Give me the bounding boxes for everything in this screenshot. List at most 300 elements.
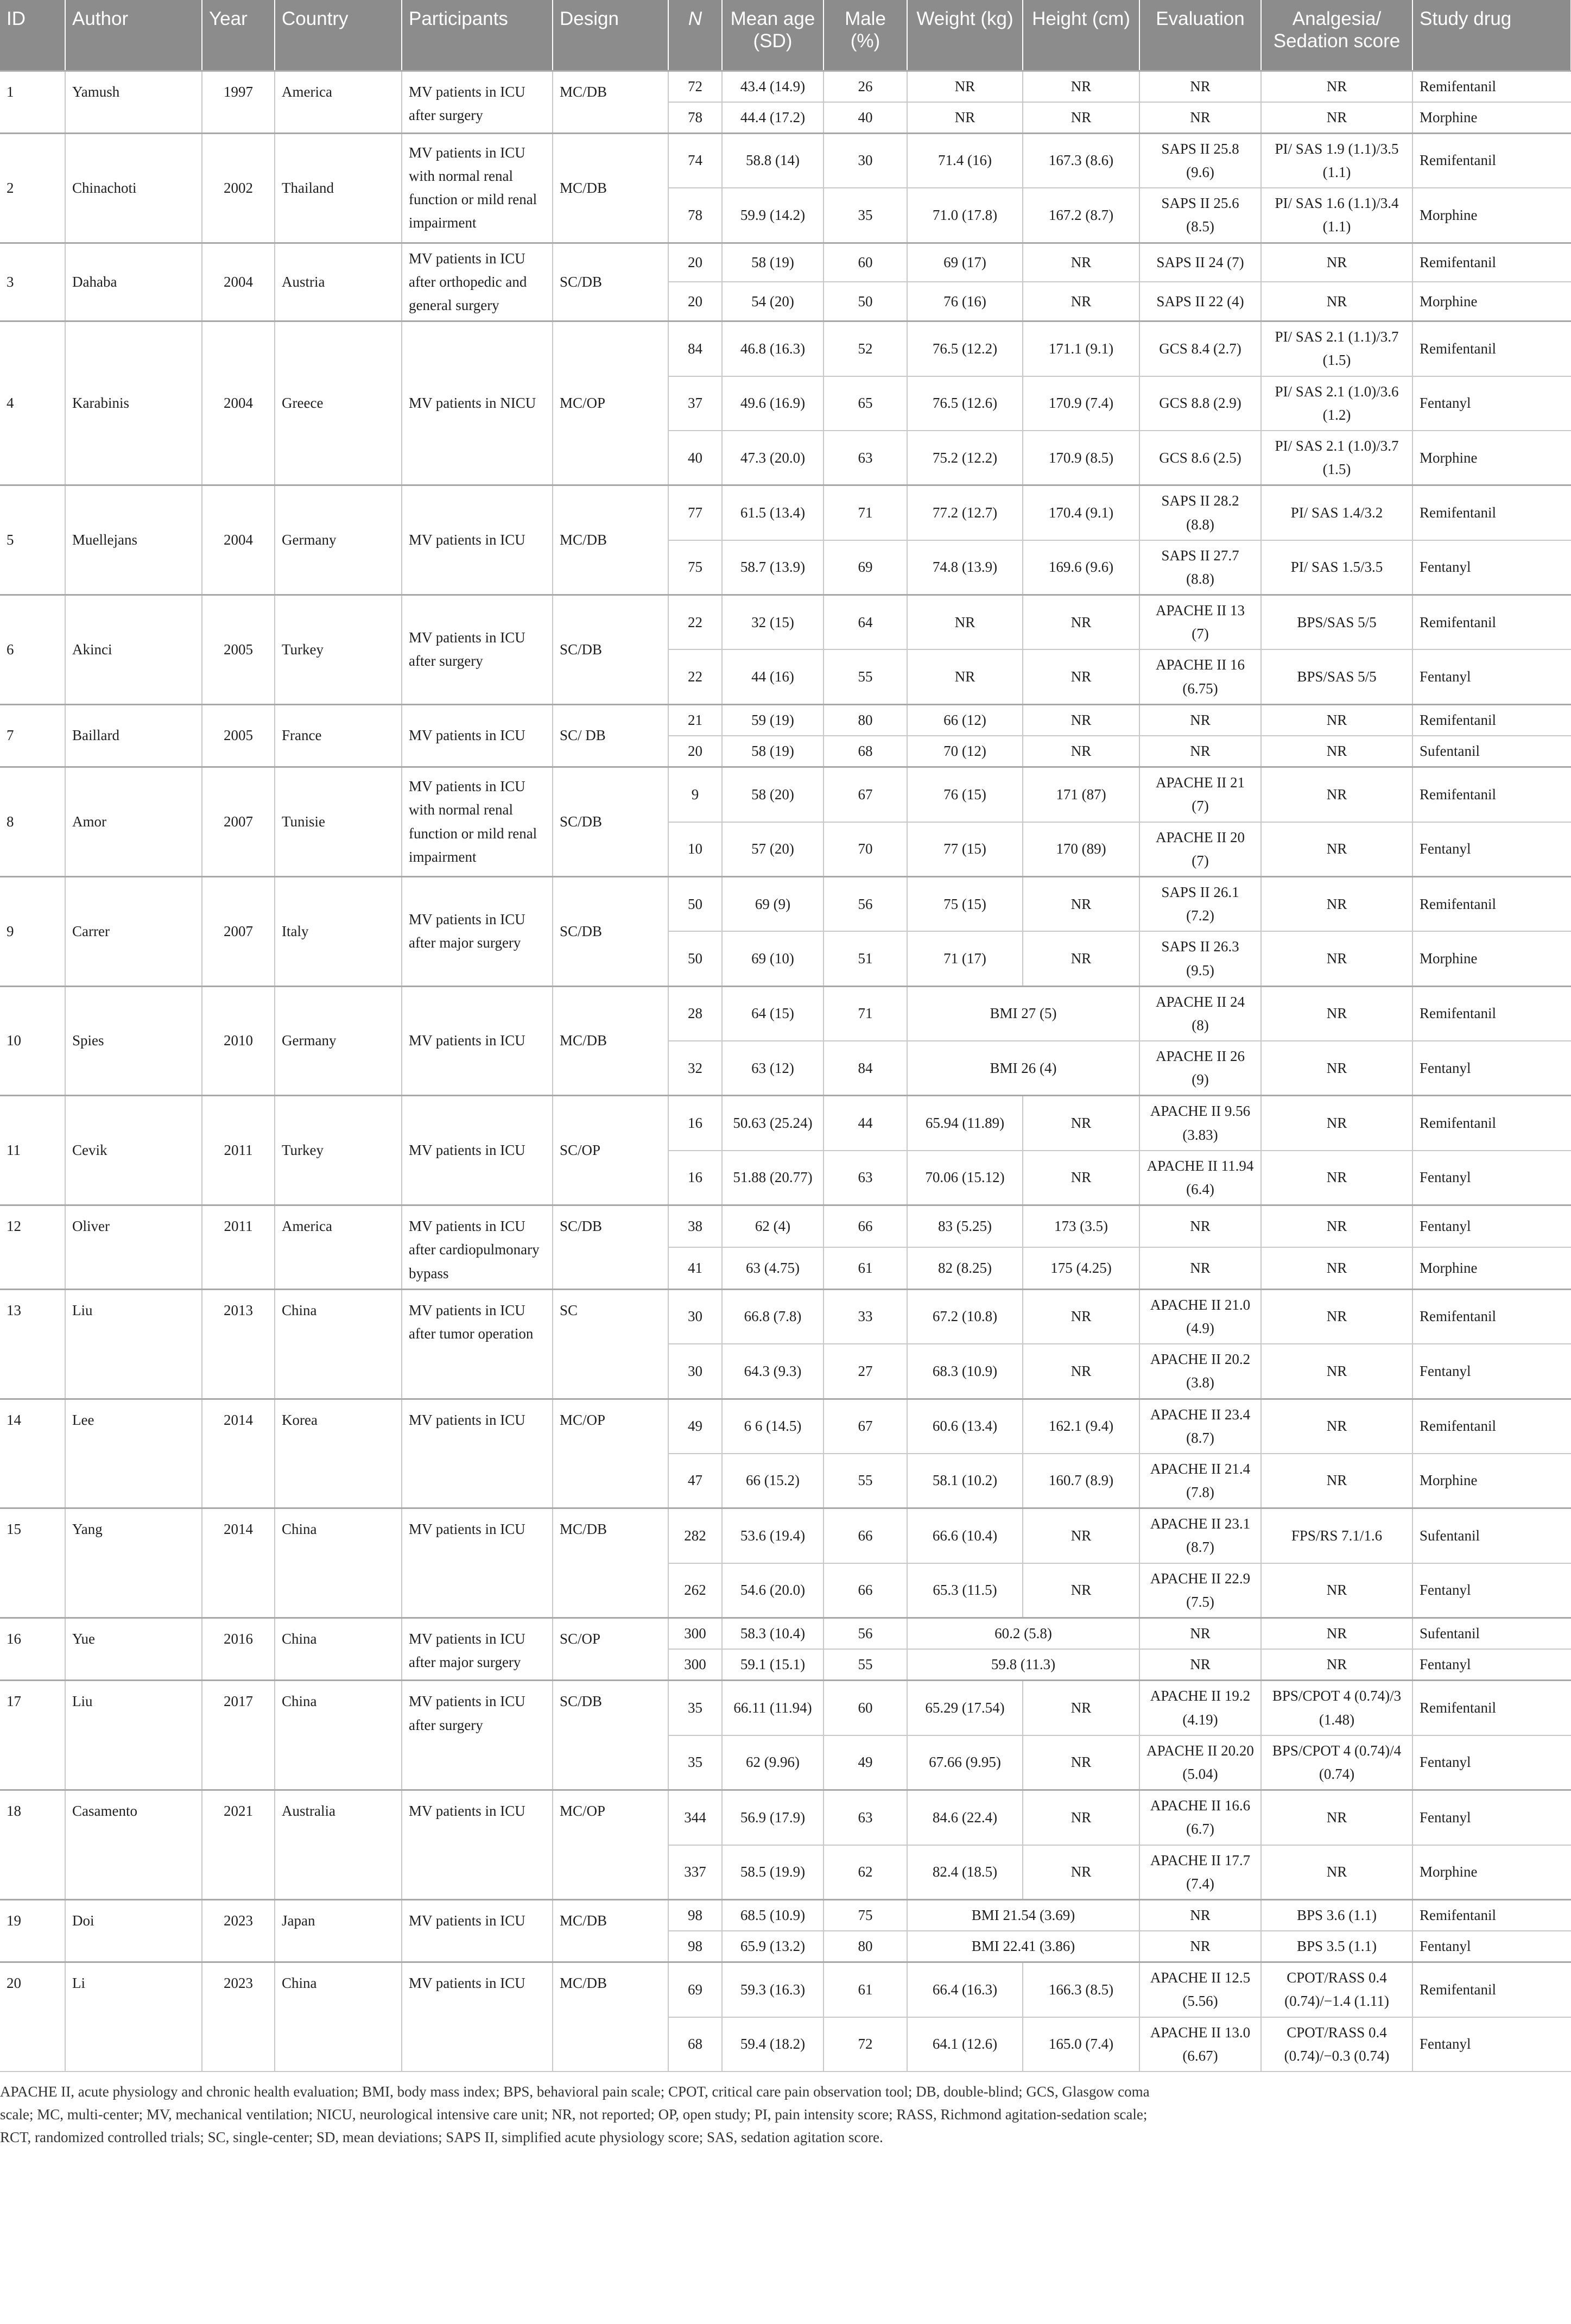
cell-score: NR xyxy=(1261,931,1412,986)
cell-n: 16 xyxy=(668,1096,722,1151)
cell-evaluation: NR xyxy=(1139,1899,1261,1931)
cell-n: 22 xyxy=(668,649,722,704)
cell-evaluation: APACHE II 20.20 (5.04) xyxy=(1139,1735,1261,1790)
cell-male: 30 xyxy=(823,133,907,188)
cell-mean-age: 58.3 (10.4) xyxy=(722,1618,823,1650)
cell-year: 2011 xyxy=(202,1096,275,1205)
cell-weight-height: BMI 26 (4) xyxy=(907,1041,1139,1096)
cell-male: 56 xyxy=(823,1618,907,1650)
cell-country: Thailand xyxy=(275,133,402,243)
cell-male: 66 xyxy=(823,1563,907,1618)
cell-year: 2007 xyxy=(202,767,275,877)
cell-author: Oliver xyxy=(65,1205,202,1290)
cell-country: China xyxy=(275,1962,402,2072)
cell-male: 84 xyxy=(823,1041,907,1096)
cell-n: 50 xyxy=(668,931,722,986)
cell-design: SC/OP xyxy=(553,1096,668,1205)
cell-male: 71 xyxy=(823,485,907,540)
cell-male: 70 xyxy=(823,822,907,877)
cell-height: NR xyxy=(1023,1735,1139,1790)
cell-male: 50 xyxy=(823,282,907,321)
cell-male: 75 xyxy=(823,1899,907,1931)
cell-author: Casamento xyxy=(65,1790,202,1900)
cell-weight: 84.6 (22.4) xyxy=(907,1790,1023,1845)
cell-height: 175 (4.25) xyxy=(1023,1247,1139,1289)
cell-author: Karabinis xyxy=(65,321,202,485)
cell-weight: 74.8 (13.9) xyxy=(907,540,1023,595)
cell-mean-age: 58 (20) xyxy=(722,767,823,822)
cell-male: 27 xyxy=(823,1344,907,1399)
cell-height: NR xyxy=(1023,931,1139,986)
cell-mean-age: 66.8 (7.8) xyxy=(722,1289,823,1344)
cell-weight-height: BMI 21.54 (3.69) xyxy=(907,1899,1139,1931)
cell-study-drug: Remifentanil xyxy=(1412,485,1571,540)
table-row xyxy=(0,1205,1571,1247)
cell-evaluation: GCS 8.4 (2.7) xyxy=(1139,321,1261,376)
cell-weight: 77.2 (12.7) xyxy=(907,485,1023,540)
cell-male: 35 xyxy=(823,188,907,243)
cell-mean-age: 59.3 (16.3) xyxy=(722,1962,823,2017)
cell-mean-age: 64 (15) xyxy=(722,986,823,1041)
cell-male: 67 xyxy=(823,767,907,822)
cell-male: 56 xyxy=(823,876,907,931)
cell-evaluation: NR xyxy=(1139,1247,1261,1289)
cell-participants: MV patients in ICU xyxy=(402,1399,553,1508)
cell-study-drug: Remifentanil xyxy=(1412,1681,1571,1735)
cell-design: SC/OP xyxy=(553,1618,668,1681)
cell-evaluation: SAPS II 28.2 (8.8) xyxy=(1139,485,1261,540)
table-row xyxy=(0,1096,1571,1151)
col-header-score: Analgesia/ Sedation score xyxy=(1261,0,1412,71)
cell-mean-age: 62 (9.96) xyxy=(722,1735,823,1790)
cell-id: 17 xyxy=(0,1681,65,1790)
cell-mean-age: 66.11 (11.94) xyxy=(722,1681,823,1735)
cell-id: 19 xyxy=(0,1899,65,1962)
cell-study-drug: Fentanyl xyxy=(1412,822,1571,877)
cell-study-drug: Fentanyl xyxy=(1412,1041,1571,1096)
cell-height: NR xyxy=(1023,1563,1139,1618)
cell-id: 14 xyxy=(0,1399,65,1508)
cell-weight-height: 59.8 (11.3) xyxy=(907,1649,1139,1681)
cell-score: NR xyxy=(1261,704,1412,736)
cell-weight: 71.4 (16) xyxy=(907,133,1023,188)
cell-author: Amor xyxy=(65,767,202,877)
cell-mean-age: 51.88 (20.77) xyxy=(722,1151,823,1205)
cell-evaluation: APACHE II 19.2 (4.19) xyxy=(1139,1681,1261,1735)
cell-weight: 66.4 (16.3) xyxy=(907,1962,1023,2017)
cell-male: 33 xyxy=(823,1289,907,1344)
table-row xyxy=(0,595,1571,650)
cell-weight: 71 (17) xyxy=(907,931,1023,986)
cell-mean-age: 50.63 (25.24) xyxy=(722,1096,823,1151)
cell-score: BPS 3.6 (1.1) xyxy=(1261,1899,1412,1931)
cell-n: 344 xyxy=(668,1790,722,1845)
cell-study-drug: Sufentanil xyxy=(1412,1508,1571,1563)
cell-n: 77 xyxy=(668,485,722,540)
cell-weight: 76.5 (12.6) xyxy=(907,376,1023,431)
cell-design: SC xyxy=(553,1289,668,1399)
cell-score: CPOT/RASS 0.4 (0.74)/−0.3 (0.74) xyxy=(1261,2017,1412,2072)
cell-height: NR xyxy=(1023,1790,1139,1845)
cell-evaluation: APACHE II 22.9 (7.5) xyxy=(1139,1563,1261,1618)
cell-mean-age: 47.3 (20.0) xyxy=(722,431,823,485)
cell-weight: 68.3 (10.9) xyxy=(907,1344,1023,1399)
cell-id: 13 xyxy=(0,1289,65,1399)
table-row xyxy=(0,243,1571,282)
cell-mean-age: 59.9 (14.2) xyxy=(722,188,823,243)
cell-study-drug: Remifentanil xyxy=(1412,1899,1571,1931)
cell-id: 9 xyxy=(0,876,65,986)
cell-author: Liu xyxy=(65,1289,202,1399)
cell-study-drug: Remifentanil xyxy=(1412,767,1571,822)
table-row xyxy=(0,1618,1571,1650)
cell-study-drug: Fentanyl xyxy=(1412,2017,1571,2072)
cell-score: BPS/SAS 5/5 xyxy=(1261,595,1412,650)
cell-mean-age: 59.1 (15.1) xyxy=(722,1649,823,1681)
table-row xyxy=(0,1899,1571,1931)
cell-study-drug: Remifentanil xyxy=(1412,595,1571,650)
cell-score: NR xyxy=(1261,876,1412,931)
cell-study-drug: Morphine xyxy=(1412,102,1571,134)
cell-weight: 70.06 (15.12) xyxy=(907,1151,1023,1205)
cell-weight: 70 (12) xyxy=(907,736,1023,767)
cell-male: 64 xyxy=(823,595,907,650)
cell-n: 69 xyxy=(668,1962,722,2017)
cell-participants: MV patients in ICU xyxy=(402,1899,553,1962)
cell-n: 41 xyxy=(668,1247,722,1289)
cell-score: NR xyxy=(1261,1344,1412,1399)
cell-mean-age: 44.4 (17.2) xyxy=(722,102,823,134)
cell-evaluation: NR xyxy=(1139,1205,1261,1247)
cell-n: 30 xyxy=(668,1289,722,1344)
cell-country: Korea xyxy=(275,1399,402,1508)
cell-male: 80 xyxy=(823,704,907,736)
cell-n: 74 xyxy=(668,133,722,188)
col-header-participants: Participants xyxy=(402,0,553,71)
cell-n: 21 xyxy=(668,704,722,736)
cell-height: 171.1 (9.1) xyxy=(1023,321,1139,376)
cell-design: MC/OP xyxy=(553,1399,668,1508)
table-row xyxy=(0,986,1571,1041)
cell-author: Muellejans xyxy=(65,485,202,595)
cell-score: NR xyxy=(1261,1454,1412,1508)
cell-participants: MV patients in ICU after cardiopulmonary bypass xyxy=(402,1205,553,1290)
cell-evaluation: SAPS II 22 (4) xyxy=(1139,282,1261,321)
cell-mean-age: 57 (20) xyxy=(722,822,823,877)
cell-male: 63 xyxy=(823,1151,907,1205)
table-row xyxy=(0,1790,1571,1845)
cell-weight: 66.6 (10.4) xyxy=(907,1508,1023,1563)
table-row xyxy=(0,1289,1571,1344)
cell-height: NR xyxy=(1023,1508,1139,1563)
cell-male: 80 xyxy=(823,1931,907,1962)
cell-male: 60 xyxy=(823,1681,907,1735)
cell-mean-age: 54.6 (20.0) xyxy=(722,1563,823,1618)
cell-n: 22 xyxy=(668,595,722,650)
cell-study-drug: Fentanyl xyxy=(1412,376,1571,431)
cell-score: NR xyxy=(1261,1041,1412,1096)
table-row xyxy=(0,133,1571,188)
table-row xyxy=(0,876,1571,931)
cell-height: NR xyxy=(1023,1845,1139,1900)
cell-mean-age: 53.6 (19.4) xyxy=(722,1508,823,1563)
cell-score: NR xyxy=(1261,1247,1412,1289)
cell-score: PI/ SAS 1.5/3.5 xyxy=(1261,540,1412,595)
cell-evaluation: APACHE II 23.4 (8.7) xyxy=(1139,1399,1261,1454)
cell-study-drug: Remifentanil xyxy=(1412,321,1571,376)
cell-country: America xyxy=(275,71,402,133)
cell-weight: 76 (15) xyxy=(907,767,1023,822)
cell-study-drug: Remifentanil xyxy=(1412,986,1571,1041)
cell-author: Li xyxy=(65,1962,202,2072)
cell-id: 3 xyxy=(0,243,65,321)
cell-n: 68 xyxy=(668,2017,722,2072)
cell-weight: 65.94 (11.89) xyxy=(907,1096,1023,1151)
cell-male: 72 xyxy=(823,2017,907,2072)
cell-author: Yue xyxy=(65,1618,202,1681)
cell-male: 60 xyxy=(823,243,907,282)
cell-year: 2004 xyxy=(202,485,275,595)
cell-score: PI/ SAS 1.9 (1.1)/3.5 (1.1) xyxy=(1261,133,1412,188)
cell-design: MC/OP xyxy=(553,321,668,485)
cell-n: 32 xyxy=(668,1041,722,1096)
cell-evaluation: APACHE II 9.56 (3.83) xyxy=(1139,1096,1261,1151)
cell-height: NR xyxy=(1023,1096,1139,1151)
table-row xyxy=(0,1962,1571,2017)
cell-score: NR xyxy=(1261,282,1412,321)
cell-year: 2016 xyxy=(202,1618,275,1681)
cell-design: SC/ DB xyxy=(553,704,668,767)
cell-height: 170.4 (9.1) xyxy=(1023,485,1139,540)
cell-evaluation: SAPS II 26.3 (9.5) xyxy=(1139,931,1261,986)
cell-mean-age: 66 (15.2) xyxy=(722,1454,823,1508)
cell-study-drug: Fentanyl xyxy=(1412,1563,1571,1618)
table-row xyxy=(0,1399,1571,1454)
cell-year: 2023 xyxy=(202,1899,275,1962)
cell-participants: MV patients in ICU after orthopedic and general surgery xyxy=(402,243,553,321)
cell-year: 2017 xyxy=(202,1681,275,1790)
col-header-country: Country xyxy=(275,0,402,71)
cell-mean-age: 32 (15) xyxy=(722,595,823,650)
cell-score: FPS/RS 7.1/1.6 xyxy=(1261,1508,1412,1563)
cell-study-drug: Remifentanil xyxy=(1412,1399,1571,1454)
cell-evaluation: APACHE II 24 (8) xyxy=(1139,986,1261,1041)
cell-evaluation: SAPS II 27.7 (8.8) xyxy=(1139,540,1261,595)
cell-weight: 66 (12) xyxy=(907,704,1023,736)
col-header-n: N xyxy=(668,0,722,71)
col-header-weight: Weight (kg) xyxy=(907,0,1023,71)
cell-evaluation: APACHE II 21.0 (4.9) xyxy=(1139,1289,1261,1344)
cell-mean-age: 46.8 (16.3) xyxy=(722,321,823,376)
cell-weight: 82.4 (18.5) xyxy=(907,1845,1023,1900)
cell-author: Yamush xyxy=(65,71,202,133)
cell-score: NR xyxy=(1261,71,1412,102)
cell-score: NR xyxy=(1261,1289,1412,1344)
cell-n: 78 xyxy=(668,188,722,243)
cell-evaluation: NR xyxy=(1139,1649,1261,1681)
cell-n: 20 xyxy=(668,243,722,282)
cell-author: Doi xyxy=(65,1899,202,1962)
cell-evaluation: NR xyxy=(1139,1931,1261,1962)
cell-height: NR xyxy=(1023,1681,1139,1735)
cell-evaluation: APACHE II 13.0 (6.67) xyxy=(1139,2017,1261,2072)
cell-evaluation: NR xyxy=(1139,71,1261,102)
cell-study-drug: Remifentanil xyxy=(1412,1962,1571,2017)
cell-year: 2023 xyxy=(202,1962,275,2072)
cell-participants: MV patients in ICU after major surgery xyxy=(402,876,553,986)
cell-id: 11 xyxy=(0,1096,65,1205)
cell-male: 55 xyxy=(823,1649,907,1681)
cell-year: 2014 xyxy=(202,1508,275,1618)
cell-study-drug: Fentanyl xyxy=(1412,1205,1571,1247)
cell-year: 2010 xyxy=(202,986,275,1096)
cell-n: 282 xyxy=(668,1508,722,1563)
cell-n: 98 xyxy=(668,1931,722,1962)
cell-evaluation: APACHE II 23.1 (8.7) xyxy=(1139,1508,1261,1563)
cell-male: 44 xyxy=(823,1096,907,1151)
cell-n: 75 xyxy=(668,540,722,595)
cell-study-drug: Fentanyl xyxy=(1412,649,1571,704)
cell-n: 84 xyxy=(668,321,722,376)
cell-score: PI/ SAS 2.1 (1.1)/3.7 (1.5) xyxy=(1261,321,1412,376)
cell-n: 35 xyxy=(668,1681,722,1735)
cell-height: NR xyxy=(1023,1344,1139,1399)
cell-participants: MV patients in ICU xyxy=(402,1790,553,1900)
cell-id: 7 xyxy=(0,704,65,767)
cell-study-drug: Morphine xyxy=(1412,1845,1571,1900)
cell-n: 9 xyxy=(668,767,722,822)
cell-height: 167.2 (8.7) xyxy=(1023,188,1139,243)
cell-n: 300 xyxy=(668,1649,722,1681)
cell-score: PI/ SAS 2.1 (1.0)/3.6 (1.2) xyxy=(1261,376,1412,431)
cell-weight: 65.3 (11.5) xyxy=(907,1563,1023,1618)
cell-mean-age: 43.4 (14.9) xyxy=(722,71,823,102)
cell-author: Dahaba xyxy=(65,243,202,321)
cell-study-drug: Fentanyl xyxy=(1412,1649,1571,1681)
cell-participants: MV patients in ICU xyxy=(402,1096,553,1205)
cell-weight: NR xyxy=(907,102,1023,134)
cell-weight: 64.1 (12.6) xyxy=(907,2017,1023,2072)
cell-weight: 77 (15) xyxy=(907,822,1023,877)
cell-study-drug: Fentanyl xyxy=(1412,1735,1571,1790)
cell-participants: MV patients in ICU xyxy=(402,485,553,595)
cell-country: Germany xyxy=(275,986,402,1096)
cell-height: NR xyxy=(1023,243,1139,282)
cell-weight: 75.2 (12.2) xyxy=(907,431,1023,485)
cell-male: 40 xyxy=(823,102,907,134)
cell-id: 4 xyxy=(0,321,65,485)
cell-male: 52 xyxy=(823,321,907,376)
cell-weight: 58.1 (10.2) xyxy=(907,1454,1023,1508)
header-row xyxy=(0,0,1571,71)
cell-id: 20 xyxy=(0,1962,65,2072)
cell-height: NR xyxy=(1023,102,1139,134)
cell-evaluation: APACHE II 12.5 (5.56) xyxy=(1139,1962,1261,2017)
cell-height: 169.6 (9.6) xyxy=(1023,540,1139,595)
cell-height: 170.9 (7.4) xyxy=(1023,376,1139,431)
cell-mean-age: 49.6 (16.9) xyxy=(722,376,823,431)
cell-evaluation: APACHE II 20 (7) xyxy=(1139,822,1261,877)
cell-mean-age: 62 (4) xyxy=(722,1205,823,1247)
cell-male: 26 xyxy=(823,71,907,102)
cell-male: 55 xyxy=(823,1454,907,1508)
cell-n: 49 xyxy=(668,1399,722,1454)
col-header-design: Design xyxy=(553,0,668,71)
cell-country: Germany xyxy=(275,485,402,595)
cell-score: NR xyxy=(1261,1790,1412,1845)
cell-participants: MV patients in ICU xyxy=(402,1508,553,1618)
cell-country: Turkey xyxy=(275,1096,402,1205)
cell-n: 38 xyxy=(668,1205,722,1247)
cell-height: NR xyxy=(1023,649,1139,704)
cell-score: NR xyxy=(1261,1151,1412,1205)
cell-design: SC/DB xyxy=(553,595,668,705)
cell-country: China xyxy=(275,1508,402,1618)
cell-n: 98 xyxy=(668,1899,722,1931)
cell-author: Liu xyxy=(65,1681,202,1790)
cell-male: 65 xyxy=(823,376,907,431)
cell-mean-age: 58 (19) xyxy=(722,736,823,767)
table-row xyxy=(0,321,1571,376)
cell-country: France xyxy=(275,704,402,767)
cell-mean-age: 64.3 (9.3) xyxy=(722,1344,823,1399)
col-header-author: Author xyxy=(65,0,202,71)
cell-study-drug: Remifentanil xyxy=(1412,876,1571,931)
cell-score: NR xyxy=(1261,1845,1412,1900)
cell-design: SC/DB xyxy=(553,243,668,321)
cell-height: 162.1 (9.4) xyxy=(1023,1399,1139,1454)
cell-study-drug: Fentanyl xyxy=(1412,1151,1571,1205)
cell-country: Japan xyxy=(275,1899,402,1962)
cell-id: 16 xyxy=(0,1618,65,1681)
cell-score: NR xyxy=(1261,986,1412,1041)
cell-height: NR xyxy=(1023,1289,1139,1344)
cell-evaluation: GCS 8.8 (2.9) xyxy=(1139,376,1261,431)
cell-design: SC/DB xyxy=(553,767,668,877)
cell-design: MC/DB xyxy=(553,133,668,243)
cell-study-drug: Fentanyl xyxy=(1412,1931,1571,1962)
cell-evaluation: APACHE II 13 (7) xyxy=(1139,595,1261,650)
cell-id: 2 xyxy=(0,133,65,243)
cell-n: 20 xyxy=(668,736,722,767)
cell-male: 63 xyxy=(823,431,907,485)
cell-mean-age: 61.5 (13.4) xyxy=(722,485,823,540)
cell-n: 262 xyxy=(668,1563,722,1618)
cell-evaluation: APACHE II 21.4 (7.8) xyxy=(1139,1454,1261,1508)
cell-score: PI/ SAS 2.1 (1.0)/3.7 (1.5) xyxy=(1261,431,1412,485)
cell-n: 16 xyxy=(668,1151,722,1205)
table-footnote: APACHE II, acute physiology and chronic health evaluation; BMI, body mass index; BPS, behavioral pain scale; CPOT, critical care pain observation tool; DB, double-blind; GCS, Glasgow coma scale; MC, multi-center; MV, mechanical ventilation; NICU, neurological intensive care unit; NR, not reported; OP, open study; PI, pain intensity score; RASS, Richmond agitation-sedation scale; RCT, randomized controlled trials; SC, single-center; SD, mean deviations; SAPS II, simplified acute physiology score; SAS, sedation agitation score. xyxy=(0,2083,1150,2145)
cell-height: NR xyxy=(1023,1151,1139,1205)
cell-mean-age: 65.9 (13.2) xyxy=(722,1931,823,1962)
cell-study-drug: Morphine xyxy=(1412,931,1571,986)
cell-score: NR xyxy=(1261,102,1412,134)
cell-score: NR xyxy=(1261,767,1412,822)
cell-male: 63 xyxy=(823,1790,907,1845)
cell-study-drug: Morphine xyxy=(1412,188,1571,243)
cell-evaluation: APACHE II 20.2 (3.8) xyxy=(1139,1344,1261,1399)
col-header-height: Height (cm) xyxy=(1023,0,1139,71)
cell-score: NR xyxy=(1261,1096,1412,1151)
cell-weight: NR xyxy=(907,595,1023,650)
cell-mean-age: 6 6 (14.5) xyxy=(722,1399,823,1454)
cell-country: Italy xyxy=(275,876,402,986)
cell-height: 170.9 (8.5) xyxy=(1023,431,1139,485)
cell-height: 171 (87) xyxy=(1023,767,1139,822)
cell-study-drug: Remifentanil xyxy=(1412,133,1571,188)
table-row xyxy=(0,704,1571,736)
cell-weight: 67.2 (10.8) xyxy=(907,1289,1023,1344)
